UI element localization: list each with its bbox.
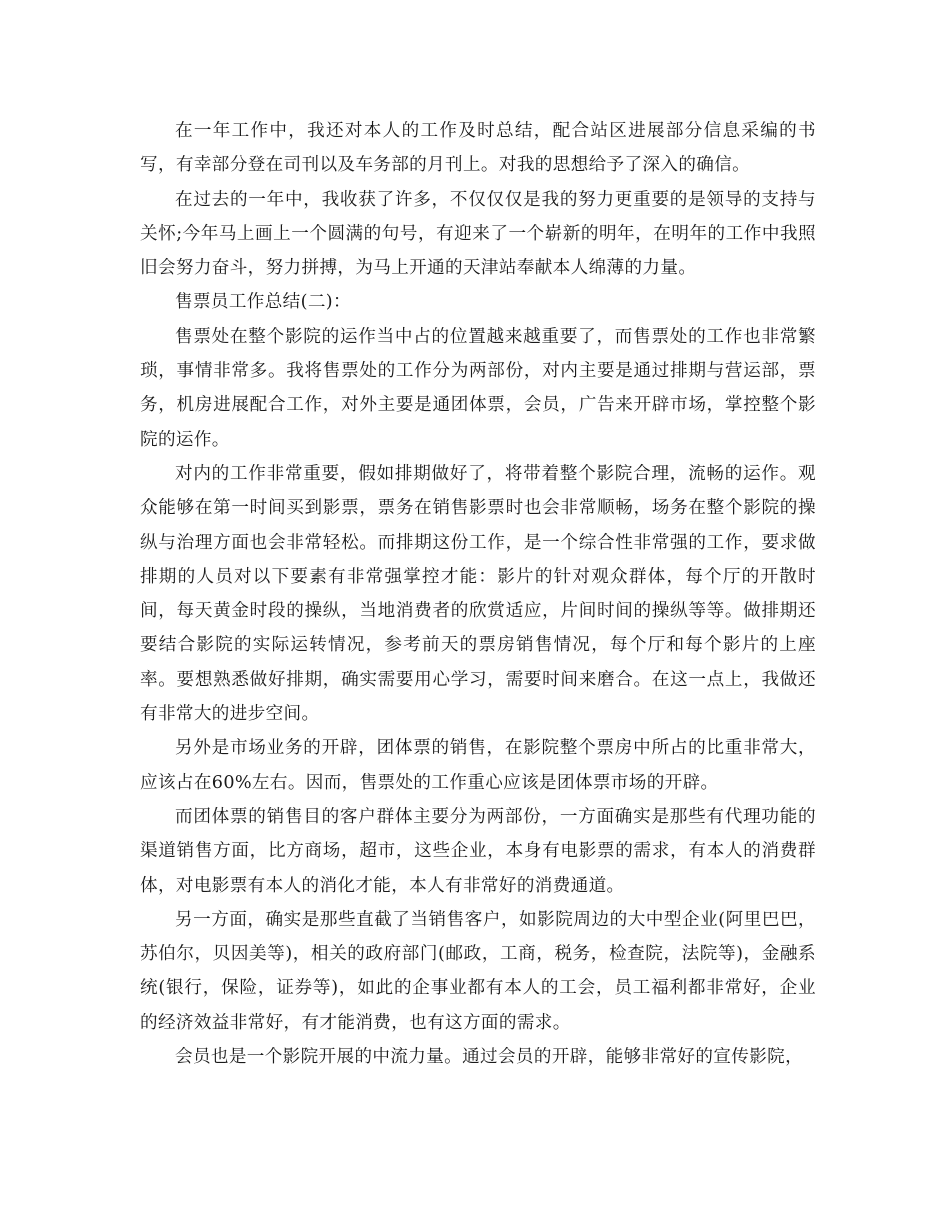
paragraph-membership: 会员也是一个影院开展的中流力量。通过会员的开辟，能够非常好的宣传影院，: [175, 1047, 804, 1068]
document-body: [140, 114, 816, 1074]
paragraph-group-clients: 而团体票的销售目的客户群体主要分为两部份，一方面确实是那些有代理功能的渠道销售方面，比方商场，超市，这些企业，本身有电影票的需求，有本人的消费群体，对电影票有本人的消化才能，本人有非常好的消费通道。: [140, 806, 816, 896]
paragraph-ticket-office-overview: 售票处在整个影院的运作当中占的位置越来越重要了，而售票处的工作也非常繁琐，事情非常多。我将售票处的工作分为两部份，对内主要是通过排期与营运部，票务，机房进展配合工作，对外主要是通团体票，会员，广告来开辟市场，掌控整个影院的运作。: [140, 326, 816, 450]
paragraph-direct-clients: 另一方面，确实是那些直截了当销售客户，如影院周边的大中型企业(阿里巴巴，苏伯尔，贝因美等)，相关的政府部门(邮政，工商，税务，检查院，法院等)，金融系统(银行，保险，证券等)，如此的企事业都有本人的工会，员工福利都非常好，企业的经济效益非常好，有才能消费，也有这方面的需求。: [140, 909, 816, 1033]
paragraph-year-review: 在过去的一年中，我收获了许多，不仅仅仅是我的努力更重要的是领导的支持与关怀;今年马上画上一个圆满的句号，有迎来了一个崭新的明年，在明年的工作中我照旧会努力奋斗，努力拼搏，为马上开通的天津站奉献本人绵薄的力量。: [140, 189, 816, 279]
paragraph-self-summary: 在一年工作中，我还对本人的工作及时总结，配合站区进展部分信息采编的书写，有幸部分登在司刊以及车务部的月刊上。对我的思想给予了深入的确信。: [140, 121, 816, 176]
paragraph-scheduling: 对内的工作非常重要，假如排期做好了，将带着整个影院合理，流畅的运作。观众能够在第一时间买到影票，票务在销售影票时也会非常顺畅，场务在整个影院的操纵与治理方面也会非常轻松。而排期这份工作，是一个综合性非常强的工作，要求做排期的人员对以下要素有非常强掌控才能：影片的针对观众群体，每个厅的开散时间，每天黄金时段的操纵，当地消费者的欣赏适应，片间时间的操纵等等。做排期还要结合影院的实际运转情况，参考前天的票房销售情况，每个厅和每个影片的上座率。要想熟悉做好排期，确实需要用心学习，需要时间来磨合。在这一点上，我做还有非常大的进步空间。: [140, 463, 816, 725]
section-heading: 售票员工作总结(二)：: [175, 292, 351, 313]
paragraph-market-development: 另外是市场业务的开辟，团体票的销售，在影院整个票房中所占的比重非常大，应该占在60%左右。因而，售票处的工作重心应该是团体票市场的开辟。: [140, 738, 816, 793]
